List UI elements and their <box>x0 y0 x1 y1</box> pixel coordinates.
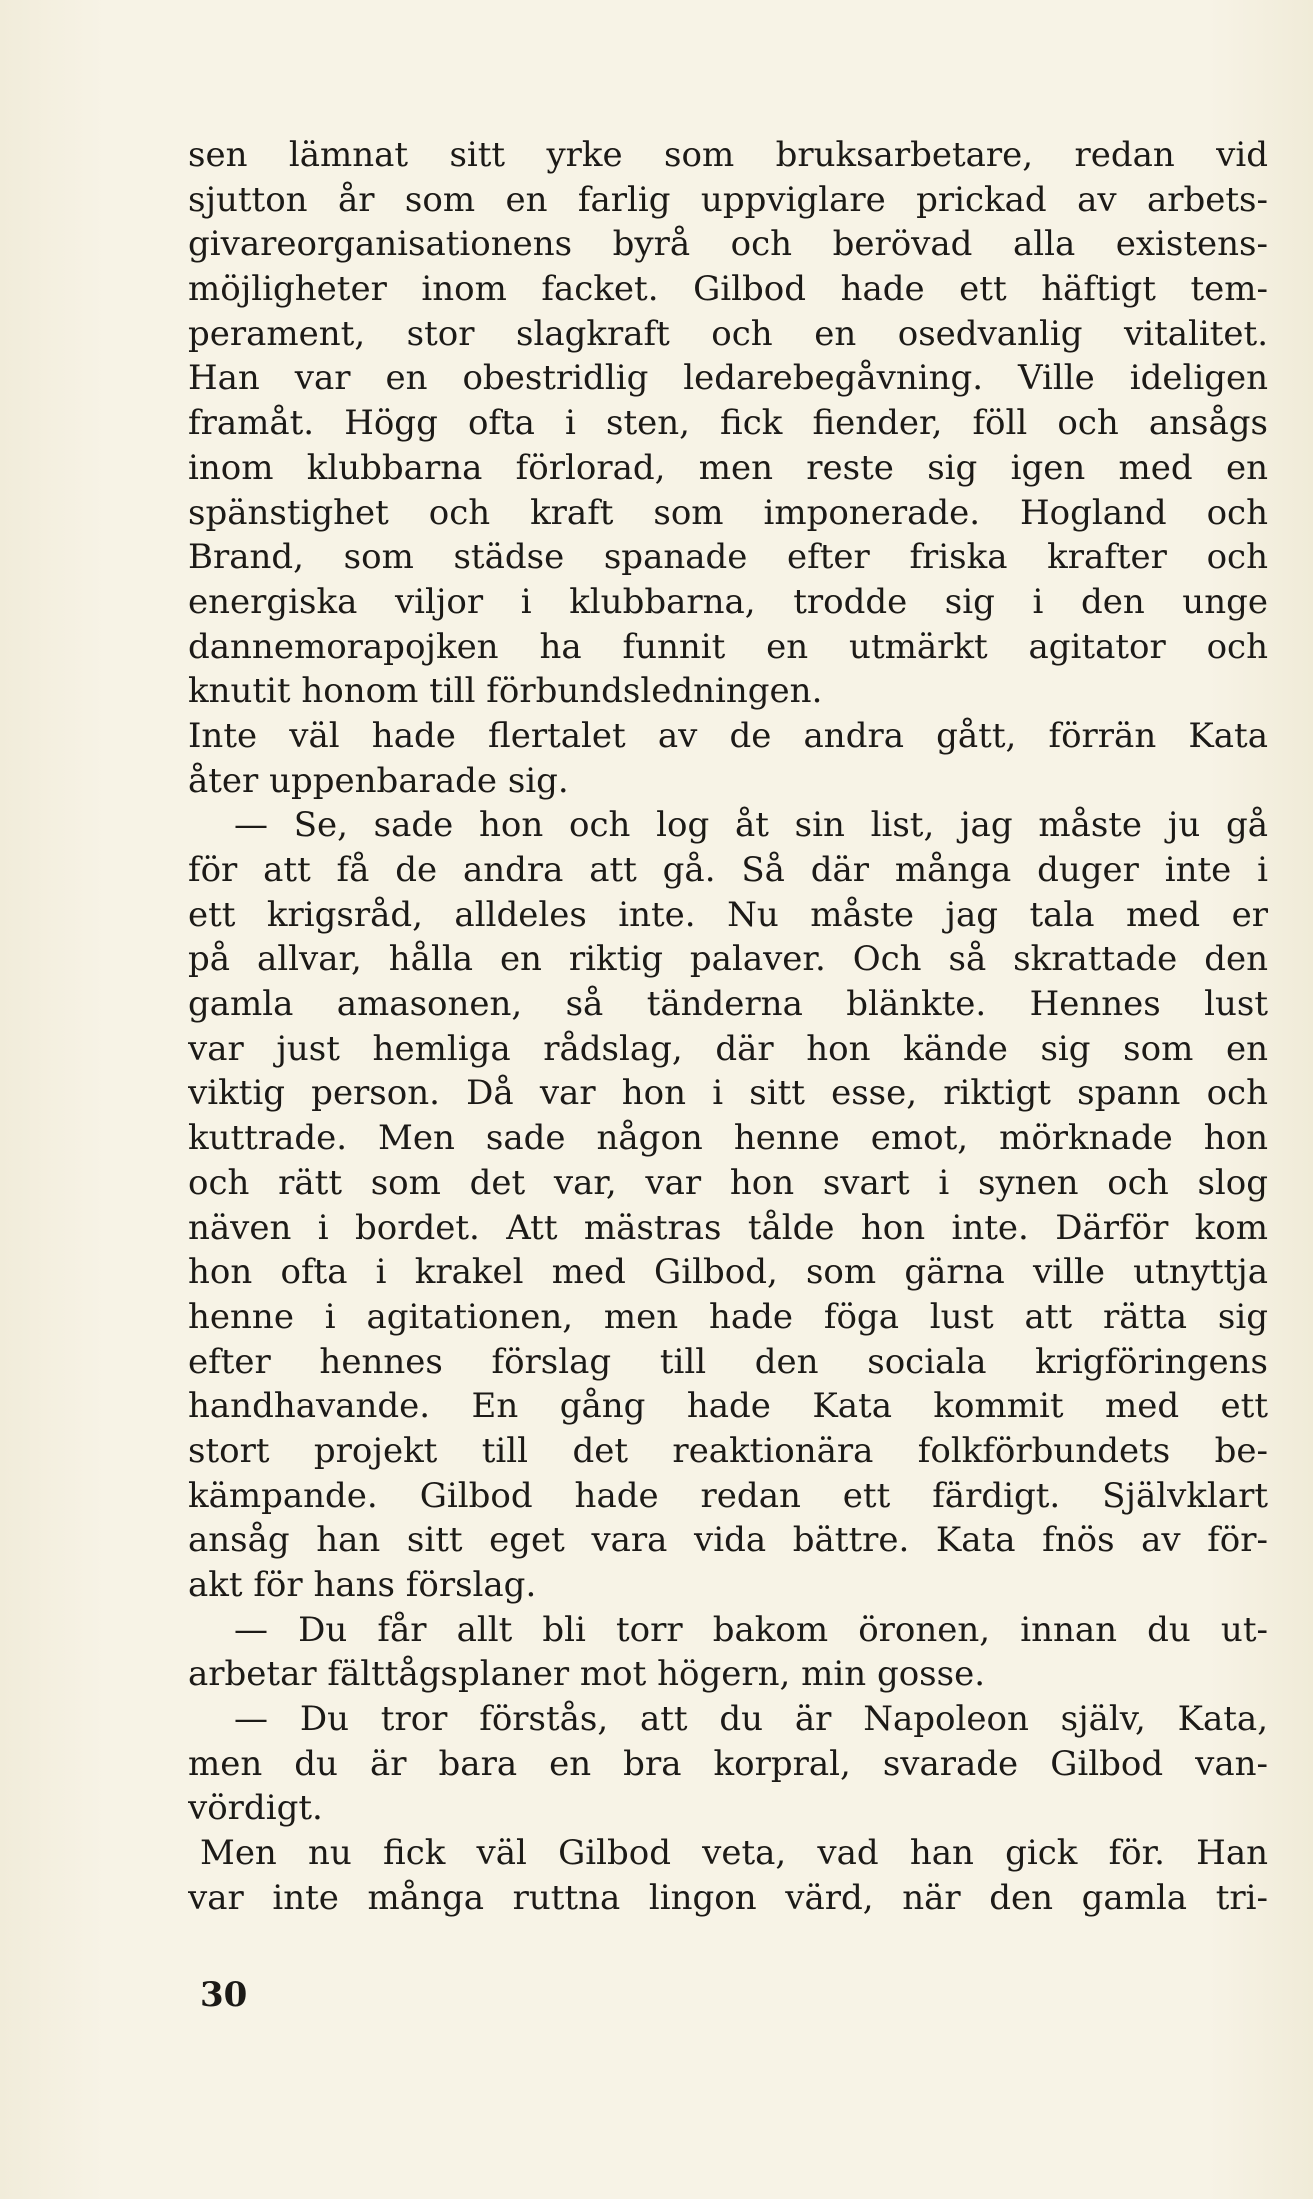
text-line: handhavande. En gång hade Kata kommit med ett <box>188 1386 1268 1427</box>
text-line: framåt. Högg ofta i sten, fick fiender, föll och ansågs <box>188 403 1268 444</box>
text-line: sen lämnat sitt yrke som bruksarbetare, redan vid <box>188 135 1268 175</box>
text-line: Han var en obestridlig ledarebegåvning. Ville ideligen <box>188 358 1268 399</box>
text-line: spänstighet och kraft som imponerade. Hogland och <box>188 492 1268 533</box>
text-line: akt för hans förslag. <box>188 1565 537 1605</box>
text-line: kuttrade. Men sade någon henne emot, mörknade hon <box>188 1118 1268 1159</box>
text-line: för att få de andra att gå. Så där många duger inte i <box>188 850 1268 890</box>
text-line: ett krigsråd, alldeles inte. Nu måste jag tala med er <box>188 894 1268 935</box>
text-line: Inte väl hade flertalet av de andra gått, förrän Kata <box>188 715 1268 756</box>
text-line: sjutton år som en farlig uppviglare prickad av arbets- <box>188 179 1268 220</box>
text-line: — Du får allt bli torr bakom öronen, innan du ut- <box>234 1609 1268 1650</box>
text-line: dannemorapojken ha funnit en utmärkt agitator och <box>188 626 1268 667</box>
text-line: hon ofta i krakel med Gilbod, som gärna ville utnyttja <box>188 1252 1268 1293</box>
text-line: Men nu fick väl Gilbod veta, vad han gick för. Han <box>200 1833 1268 1874</box>
text-line: vördigt. <box>188 1788 323 1829</box>
text-line: givareorganisationens byrå och berövad alla existens- <box>188 224 1268 265</box>
text-line: henne i agitationen, men hade föga lust att rätta sig <box>188 1296 1268 1337</box>
text-line: och rätt som det var, var hon svart i synen och slog <box>188 1162 1268 1203</box>
text-line: knutit honom till förbundsledningen. <box>188 671 823 712</box>
text-line: arbetar fälttågsplaner mot högern, min gosse. <box>188 1654 986 1695</box>
text-line: efter hennes förslag till den sociala krigföringens <box>188 1341 1268 1382</box>
text-line: viktig person. Då var hon i sitt esse, riktigt spann och <box>188 1073 1268 1114</box>
text-line: stort projekt till det reaktionära folkförbundets be- <box>188 1430 1268 1471</box>
text-line: var just hemliga rådslag, där hon kände sig som en <box>188 1028 1268 1069</box>
text-line: kämpande. Gilbod hade redan ett färdigt. Självklart <box>188 1475 1268 1516</box>
text-line: åter uppenbarade sig. <box>188 760 569 801</box>
page-number: 30 <box>200 1975 248 2015</box>
text-line: näven i bordet. Att mästras tålde hon inte. Därför kom <box>188 1207 1268 1248</box>
text-line: — Se, sade hon och log åt sin list, jag måste ju gå <box>234 805 1268 846</box>
text-line: — Du tror förstås, att du är Napoleon själv, Kata, <box>234 1699 1268 1740</box>
text-line: var inte många ruttna lingon värd, när den gamla tri- <box>188 1877 1268 1918</box>
text-line: perament, stor slagkraft och en osedvanlig vitalitet. <box>188 313 1268 354</box>
text-line: men du är bara en bra korpral, svarade Gilbod van- <box>188 1743 1268 1784</box>
text-line: på allvar, hålla en riktig palaver. Och så skrattade den <box>188 939 1268 980</box>
text-line: inom klubbarna förlorad, men reste sig igen med en <box>188 447 1268 488</box>
text-line: möjligheter inom facket. Gilbod hade ett häftigt tem- <box>188 269 1268 310</box>
text-line: Brand, som städse spanade efter friska krafter och <box>188 537 1268 578</box>
text-line: ansåg han sitt eget vara vida bättre. Kata fnös av för- <box>188 1520 1268 1561</box>
text-line: energiska viljor i klubbarna, trodde sig i den unge <box>188 581 1268 622</box>
body-text <box>188 133 1268 1921</box>
text-line: gamla amasonen, så tänderna blänkte. Hennes lust <box>188 984 1268 1025</box>
